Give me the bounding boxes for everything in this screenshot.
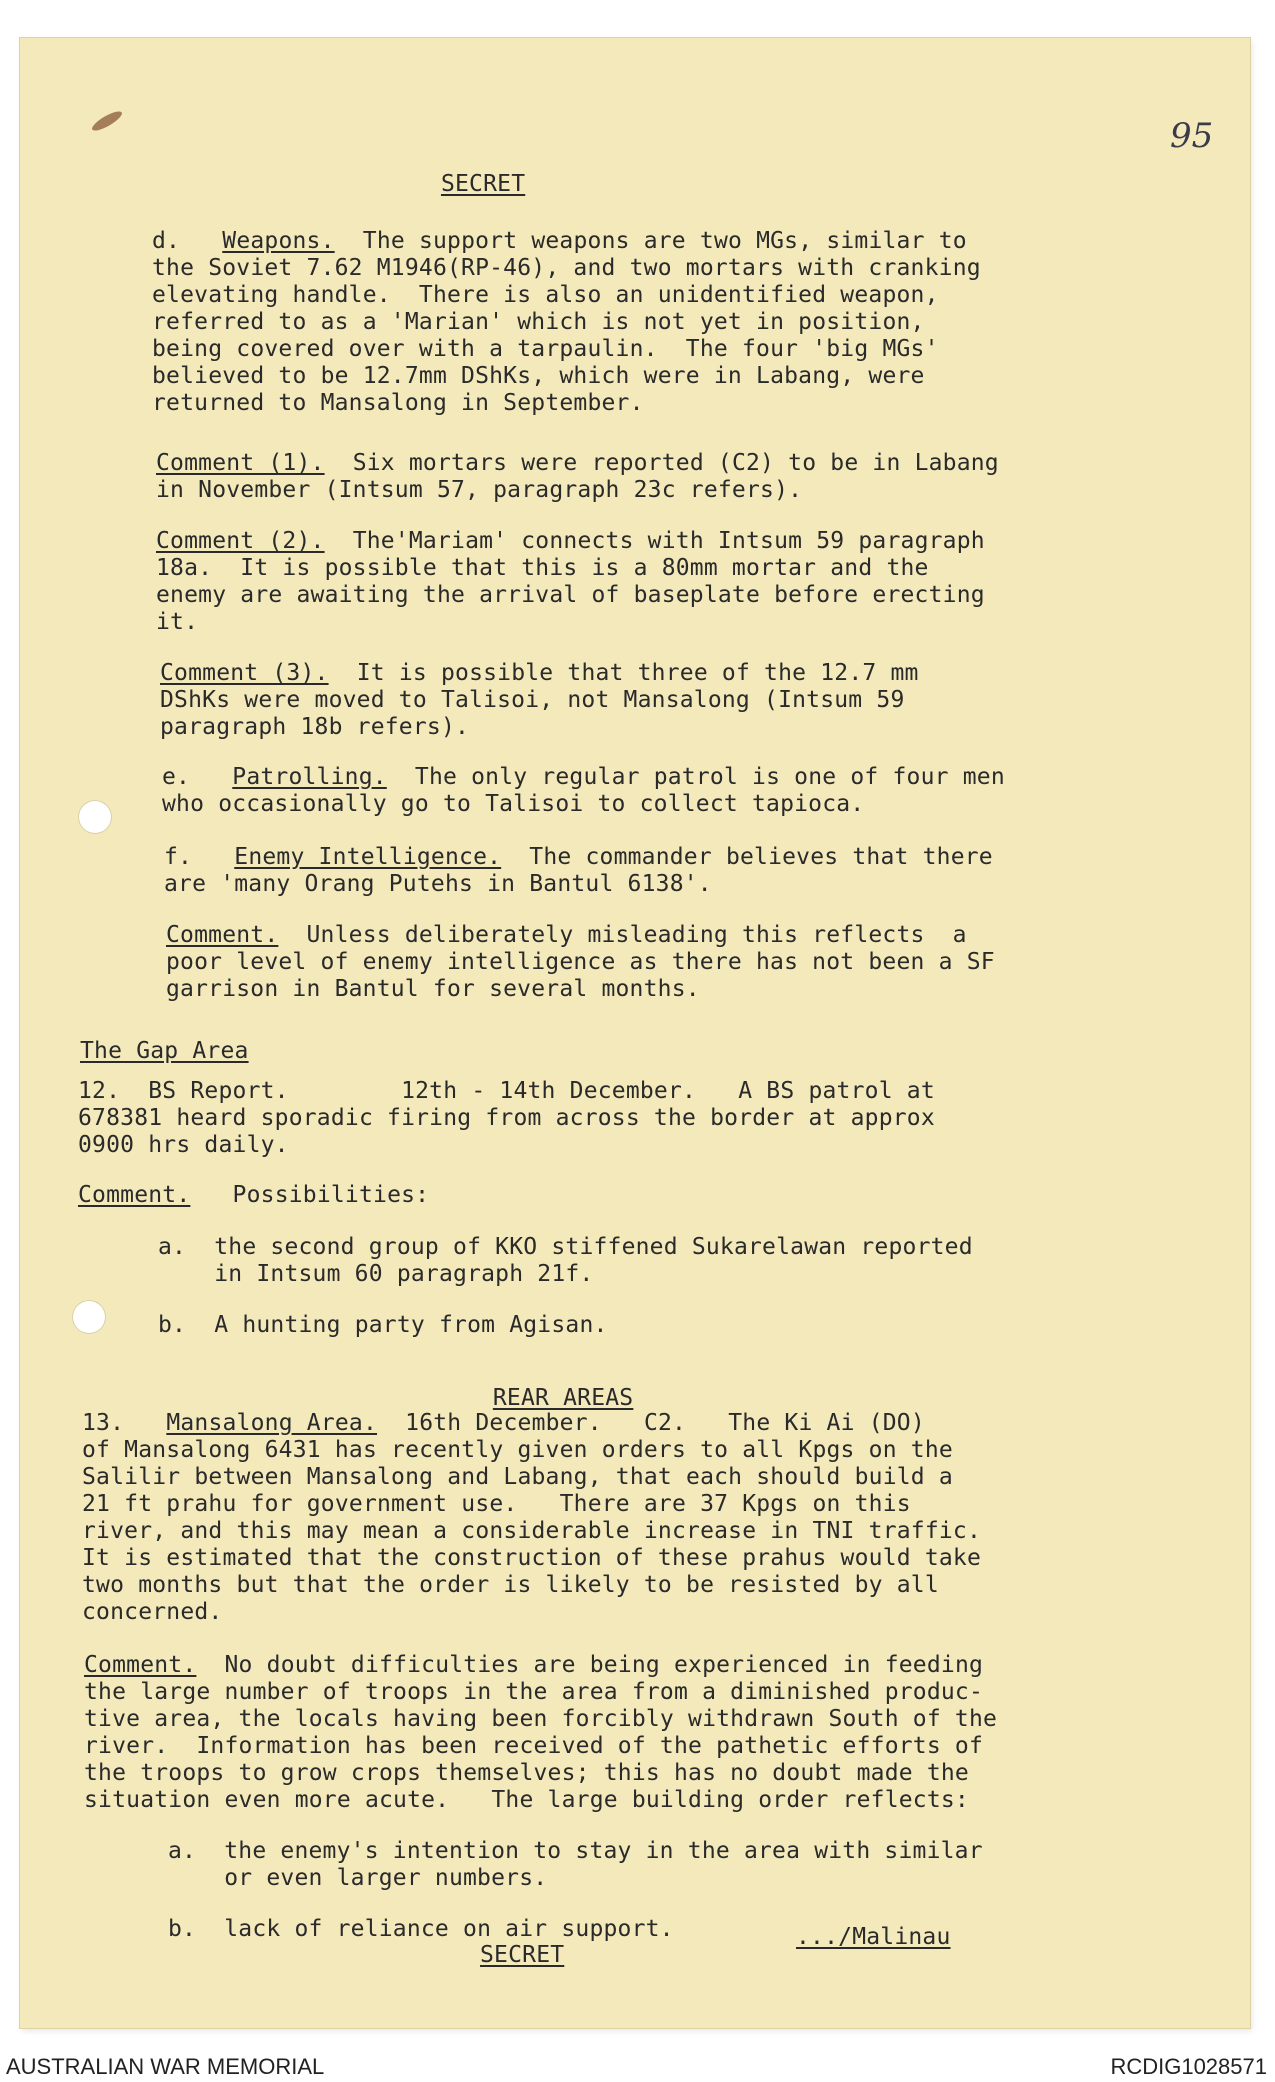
classification-bottom: SECRET	[480, 1942, 565, 1968]
comment-1-line: in November (Intsum 57, paragraph 23c refers).	[156, 477, 803, 503]
comment-3-first-line: Comment (3). It is possible that three of the 12.7 mm	[160, 660, 919, 686]
document-page	[20, 38, 1250, 2028]
comment-2-line: enemy are awaiting the arrival of baseplate before erecting	[156, 582, 985, 608]
rear-comment-line: situation even more acute. The large building order reflects:	[84, 1787, 969, 1813]
rear-para-line: Salilir between Mansalong and Labang, that each should build a	[82, 1464, 953, 1490]
rear-para-line: of Mansalong 6431 has recently given orders to all Kpgs on the	[82, 1437, 953, 1463]
rear-para-first-line: 13. Mansalong Area. 16th December. C2. The Ki Ai (DO)	[82, 1410, 925, 1436]
rear-comment-first-line: Comment. No doubt difficulties are being experienced in feeding	[84, 1652, 984, 1678]
rear-para-line: It is estimated that the construction of these prahus would take	[82, 1545, 982, 1571]
gap-comment-heading: Comment.	[78, 1182, 191, 1208]
rear-para-line: two months but that the order is likely to be resisted by all	[82, 1572, 939, 1598]
footer-institution: AUSTRALIAN WAR MEMORIAL	[6, 2054, 325, 2079]
para-f-heading: Enemy Intelligence.	[234, 844, 502, 870]
para-d-line: believed to be 12.7mm DShKs, which were in Labang, were	[152, 363, 925, 389]
para-f-line: are 'many Orang Putehs in Bantul 6138'.	[164, 871, 712, 897]
comment-3-line: paragraph 18b refers).	[160, 714, 470, 740]
para-d-line: elevating handle. There is also an unidentified weapon,	[152, 282, 939, 308]
rear-para-heading: Mansalong Area.	[166, 1410, 378, 1436]
comment-2-line: it.	[156, 609, 199, 635]
footer-record-id: RCDIG1028571	[1110, 2054, 1267, 2079]
comment-3-heading: Comment (3).	[160, 660, 329, 686]
rear-areas-heading: REAR AREAS	[492, 1385, 634, 1411]
comment-f-first-line: Comment. Unless deliberately misleading this reflects a	[166, 922, 967, 948]
rear-item-a: a. the enemy's intention to stay in the area with similar	[168, 1838, 983, 1864]
rear-comment-line: the large number of troops in the area from a diminished produc-	[84, 1679, 984, 1705]
punch-hole-upper	[78, 800, 112, 834]
comment-2-first-line: Comment (2). The'Mariam' connects with Intsum 59 paragraph	[156, 528, 985, 554]
rear-para-line: 21 ft prahu for government use. There are 37 Kpgs on this	[82, 1491, 911, 1517]
gap-item-a-line: in Intsum 60 paragraph 21f.	[214, 1261, 594, 1287]
rear-item-a-line: or even larger numbers.	[224, 1865, 548, 1891]
para-d-line: returned to Mansalong in September.	[152, 390, 644, 416]
para-d-line: referred to as a 'Marian' which is not yet in position,	[152, 309, 925, 335]
rear-item-b: b. lack of reliance on air support.	[168, 1916, 674, 1942]
page-number: 95	[1170, 116, 1214, 156]
para-d-first-line: d. Weapons. The support weapons are two MGs, similar to	[152, 228, 967, 254]
para-e-first-line: e. Patrolling. The only regular patrol is one of four men	[162, 764, 1005, 790]
comment-2-line: 18a. It is possible that this is a 80mm mortar and the	[156, 555, 929, 581]
comment-3-line: DShKs were moved to Talisoi, not Mansalong (Intsum 59	[160, 687, 905, 713]
gap-item-b: b. A hunting party from Agisan.	[158, 1312, 608, 1338]
comment-1-heading: Comment (1).	[156, 450, 325, 476]
gap-comment-line: Comment. Possibilities:	[78, 1182, 430, 1208]
comment-f-heading: Comment.	[166, 922, 279, 948]
para-d-line: the Soviet 7.62 M1946(RP-46), and two mortars with cranking	[152, 255, 981, 281]
rear-comment-line: the troops to grow crops themselves; this has no doubt made the	[84, 1760, 969, 1786]
rear-comment-line: tive area, the locals having been forcibly withdrawn South of the	[84, 1706, 998, 1732]
comment-f-line: garrison in Bantul for several months.	[166, 976, 700, 1002]
comment-2-heading: Comment (2).	[156, 528, 325, 554]
rear-comment-line: river. Information has been received of the pathetic efforts of	[84, 1733, 984, 1759]
para-f-first-line: f. Enemy Intelligence. The commander believes that there	[164, 844, 993, 870]
classification-top: SECRET	[440, 171, 526, 197]
rear-para-line: concerned.	[82, 1599, 223, 1625]
punch-hole-lower	[72, 1300, 106, 1334]
para-e-heading: Patrolling.	[232, 764, 387, 790]
rear-comment-heading: Comment.	[84, 1652, 197, 1678]
comment-f-line: poor level of enemy intelligence as there has not been a SF	[166, 949, 995, 975]
para-d-heading: Weapons.	[222, 228, 335, 254]
rear-para-line: river, and this may mean a considerable increase in TNI traffic.	[82, 1518, 982, 1544]
gap-area-line: 12. BS Report. 12th - 14th December. A BS patrol at	[78, 1078, 935, 1104]
comment-1-first-line: Comment (1). Six mortars were reported (C2) to be in Labang	[156, 450, 999, 476]
para-d-line: being covered over with a tarpaulin. The four 'big MGs'	[152, 336, 939, 362]
ink-stain	[90, 108, 124, 134]
para-e-line: who occasionally go to Talisoi to collect tapioca.	[162, 791, 865, 817]
continuation-note: .../Malinau	[796, 1924, 951, 1950]
gap-area-line: 0900 hrs daily.	[78, 1132, 289, 1158]
gap-item-a: a. the second group of KKO stiffened Sukarelawan reported	[158, 1234, 973, 1260]
gap-area-line: 678381 heard sporadic firing from across the border at approx	[78, 1105, 935, 1131]
gap-area-heading: The Gap Area	[80, 1038, 249, 1064]
